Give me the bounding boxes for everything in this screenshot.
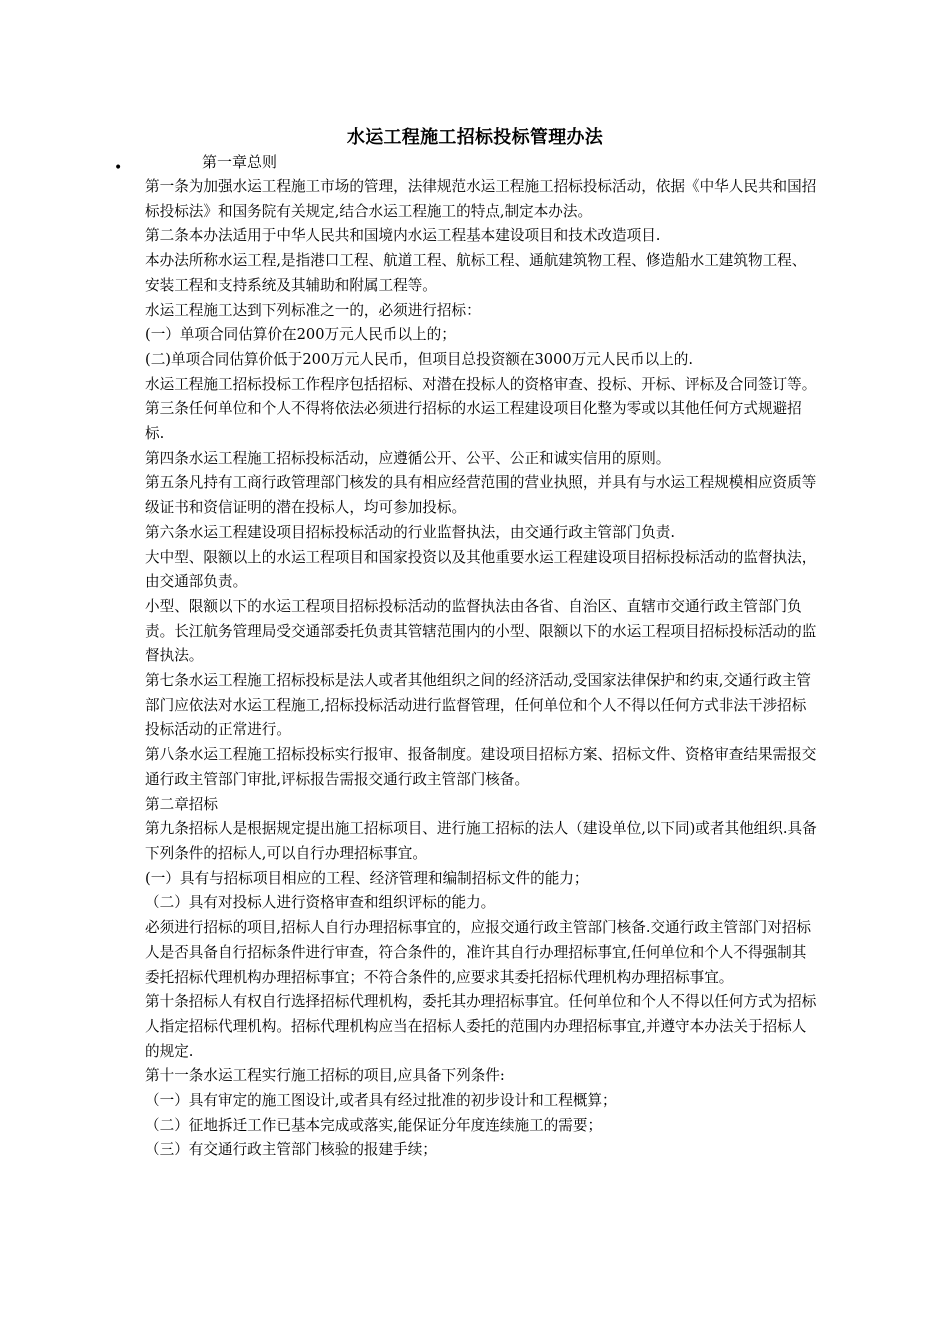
- paragraph: 第三条任何单位和个人不得将依法必须进行招标的水运工程建设项目化整为零或以其他任何方式规避招标.: [145, 400, 802, 443]
- paragraph: 第八条水运工程施工招标投标实行报审、报备制度。建设项目招标方案、招标文件、资格审查结果需报交通行政主管部门审批,评标报告需报交通行政主管部门核备。: [145, 746, 817, 788]
- paragraph: 大中型、限额以上的水运工程项目和国家投资以及其他重要水运工程建设项目招标投标活动的监督执法，由交通部负责。: [145, 548, 817, 591]
- document-title: 水运工程施工招标投标管理办法: [346, 127, 604, 148]
- paragraph: 水运工程施工达到下列标准之一的，必须进行招标：: [145, 301, 481, 319]
- paragraph: 第六条水运工程建设项目招标投标活动的行业监督执法，由交通行政主管部门负责.: [145, 523, 676, 541]
- paragraph: （二）征地拆迁工作已基本完成或落实,能保证分年度连续施工的需要；: [145, 1116, 603, 1134]
- list-bullet-icon: •: [114, 160, 123, 176]
- paragraph: 第十条招标人有权自行选择招标代理机构，委托其办理招标事宜。任何单位和个人不得以任何方式为招标人指定招标代理机构。招标代理机构应当在招标人委托的范围内办理招标事宜,并遵守本办法关于招标人的规定.: [145, 993, 817, 1060]
- paragraph: 第十一条水运工程实行施工招标的项目,应具备下列条件:: [145, 1067, 505, 1085]
- paragraph: （一）具有审定的施工图设计,或者具有经过批准的初步设计和工程概算；: [145, 1092, 617, 1110]
- chapter-heading: 第一章总则: [202, 153, 278, 171]
- paragraph: 第九条招标人是根据规定提出施工招标项目、进行施工招标的法人（建设单位,以下同)或者其他组织.具备下列条件的招标人,可以自行办理招标事宜。: [145, 820, 817, 862]
- paragraph: (二)单项合同估算价低于200万元人民币，但项目总投资额在3000万元人民币以上的.: [145, 350, 694, 368]
- paragraph: （二）具有对投标人进行资格审查和组织评标的能力。: [145, 894, 496, 912]
- chapter-two-heading: 第二章招标: [145, 795, 218, 813]
- paragraph: 第四条水运工程施工招标投标活动，应遵循公开、公平、公正和诚实信用的原则。: [145, 449, 671, 467]
- paragraph: (一）单项合同估算价在200万元人民币以上的；: [145, 326, 456, 344]
- document-body: [145, 175, 817, 1163]
- paragraph: 水运工程施工招标投标工作程序包括招标、对潜在投标人的资格审查、投标、开标、评标及合同签订等。: [145, 375, 817, 393]
- paragraph: 第二条本办法适用于中华人民共和国境内水运工程基本建设项目和技术改造项目.: [145, 227, 661, 245]
- paragraph: 第五条凡持有工商行政管理部门核发的具有相应经营范围的营业执照，并具有与水运工程规模相应资质等级证书和资信证明的潜在投标人，均可参加投标。: [145, 474, 817, 517]
- paragraph: 第一条为加强水运工程施工市场的管理，法律规范水运工程施工招标投标活动，依据《中华人民共和国招标投标法》和国务院有关规定,结合水运工程施工的特点,制定本办法。: [145, 178, 817, 220]
- paragraph: 小型、限额以下的水运工程项目招标投标活动的监督执法由各省、自治区、直辖市交通行政主管部门负责。长江航务管理局受交通部委托负责其管辖范围内的小型、限额以下的水运工程项目招标投标活动的监督执法。: [145, 597, 817, 665]
- paragraph: 必须进行招标的项目,招标人自行办理招标事宜的，应报交通行政主管部门核备.交通行政主管部门对招标人是否具备自行招标条件进行审查，符合条件的，准许其自行办理招标事宜,任何单位和个人不得强制其委托招标代理机构办理招标事宜；不符合条件的,应要求其委托招标代理机构办理招标事宜。: [145, 919, 812, 986]
- paragraph: 第七条水运工程施工招标投标是法人或者其他组织之间的经济活动,受国家法律保护和约束,交通行政主管部门应依法对水运工程施工,招标投标活动进行监督管理，任何单位和个人不得以任何方式非法干涉招标投标活动的正常进行。: [145, 672, 812, 739]
- paragraph: 本办法所称水运工程,是指港口工程、航道工程、航标工程、通航建筑物工程、修造船水工建筑物工程、安装工程和支持系统及其辅助和附属工程等。: [145, 252, 807, 294]
- paragraph: （三）有交通行政主管部门核验的报建手续；: [145, 1141, 437, 1159]
- paragraph: (一）具有与招标项目相应的工程、经济管理和编制招标文件的能力；: [145, 869, 589, 887]
